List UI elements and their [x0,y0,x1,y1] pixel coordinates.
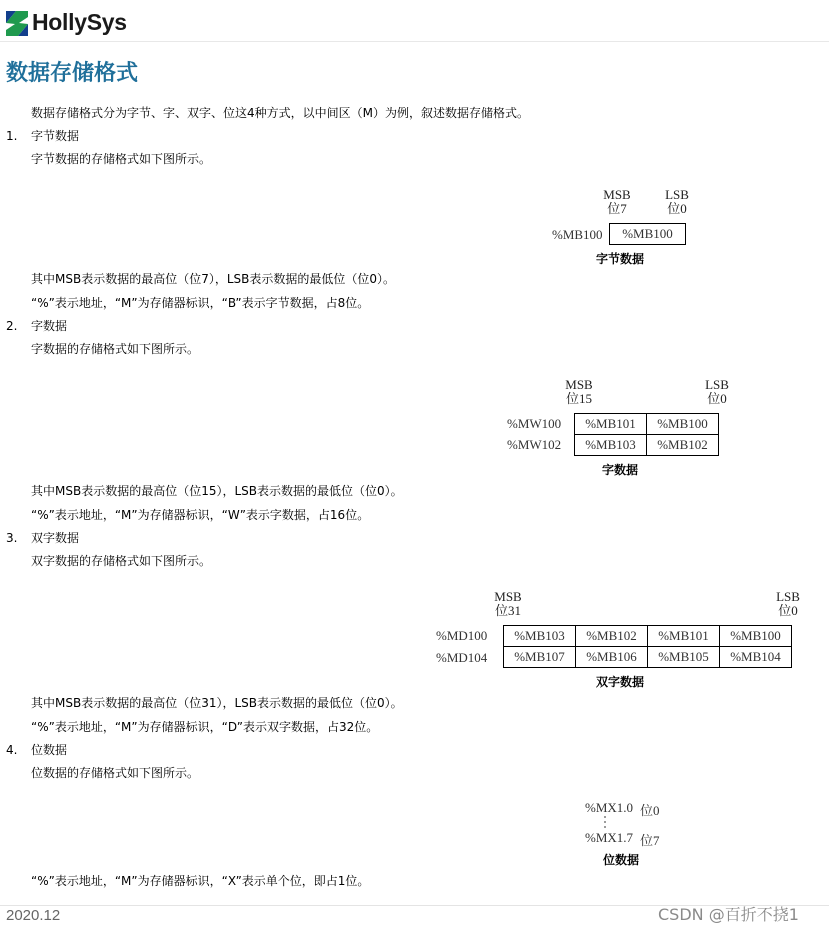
section-number: 3. [6,531,18,545]
section-number: 4. [6,743,18,757]
word-cell: %MB101 [574,413,647,435]
hollysys-logo-icon [6,11,28,36]
row-address-label: %MD100 [436,628,488,643]
section-desc: 位数据的存储格式如下图所示。 [31,766,200,780]
figure-caption: 双字数据 [596,675,645,689]
word-cell: %MB100 [646,413,719,435]
logo-text: HollySys [32,9,127,35]
figure-caption: 字数据 [602,463,639,477]
section-note: “%”表示地址，“M”为存储器标识，“W”表示字数据，占16位。 [31,508,370,522]
intro-text: 数据存储格式分为字节、字、双字、位这4种方式，以中间区（M）为例，叙述数据存储格式。 [31,106,529,120]
bit-first-label: 位0 [640,803,660,818]
section-note: 其中MSB表示数据的最高位（位31），LSB表示数据的最低位（位0）。 [31,696,403,710]
vertical-ellipsis-icon [602,815,608,829]
bit-last-label: 位7 [640,833,660,848]
page-title: 数据存储格式 [6,61,139,86]
msb-label: MSB 位7 [603,187,631,216]
row-address-label: %MW102 [507,437,562,452]
lsb-label: LSB 位0 [665,187,689,216]
msb-label: MSB 位31 [494,589,522,618]
watermark: CSDN @百折不挠1 [658,905,799,924]
dword-cell: %MB107 [503,646,576,668]
byte-cell: %MB100 [609,223,686,245]
section-heading: 字数据 [31,319,68,333]
lsb-label: LSB 位0 [776,589,800,618]
lsb-label: LSB 位0 [705,377,729,406]
section-number: 1. [6,129,18,143]
section-desc: 字节数据的存储格式如下图所示。 [31,152,212,166]
dword-cell: %MB101 [647,625,720,647]
bit-first-address: %MX1.0 [585,800,634,815]
section-desc: 字数据的存储格式如下图所示。 [31,342,200,356]
row-address-label: %MB100 [552,227,603,242]
section-note: 其中MSB表示数据的最高位（位7），LSB表示数据的最低位（位0）。 [31,272,396,286]
dword-cell: %MB105 [647,646,720,668]
bit-last-address: %MX1.7 [585,830,634,845]
section-note: “%”表示地址，“M”为存储器标识，“X”表示单个位，即占1位。 [31,874,370,888]
dword-cell: %MB103 [503,625,576,647]
section-note: “%”表示地址，“M”为存储器标识，“B”表示字节数据，占8位。 [31,296,370,310]
figure-caption: 字节数据 [596,252,645,266]
dword-cell: %MB100 [719,625,792,647]
row-address-label: %MW100 [507,416,562,431]
section-note: 其中MSB表示数据的最高位（位15），LSB表示数据的最低位（位0）。 [31,484,403,498]
word-cell: %MB102 [646,434,719,456]
dword-cell: %MB106 [575,646,648,668]
section-note: “%”表示地址，“M”为存储器标识，“D”表示双字数据，占32位。 [31,720,379,734]
section-heading: 位数据 [31,743,68,757]
footer-date: 2020.12 [6,907,61,924]
figure-caption: 位数据 [603,853,640,867]
msb-label: MSB 位15 [565,377,593,406]
section-number: 2. [6,319,18,333]
section-heading: 字节数据 [31,129,80,143]
section-desc: 双字数据的存储格式如下图所示。 [31,554,212,568]
section-heading: 双字数据 [31,531,80,545]
word-cell: %MB103 [574,434,647,456]
dword-cell: %MB102 [575,625,648,647]
row-address-label: %MD104 [436,650,488,665]
dword-cell: %MB104 [719,646,792,668]
